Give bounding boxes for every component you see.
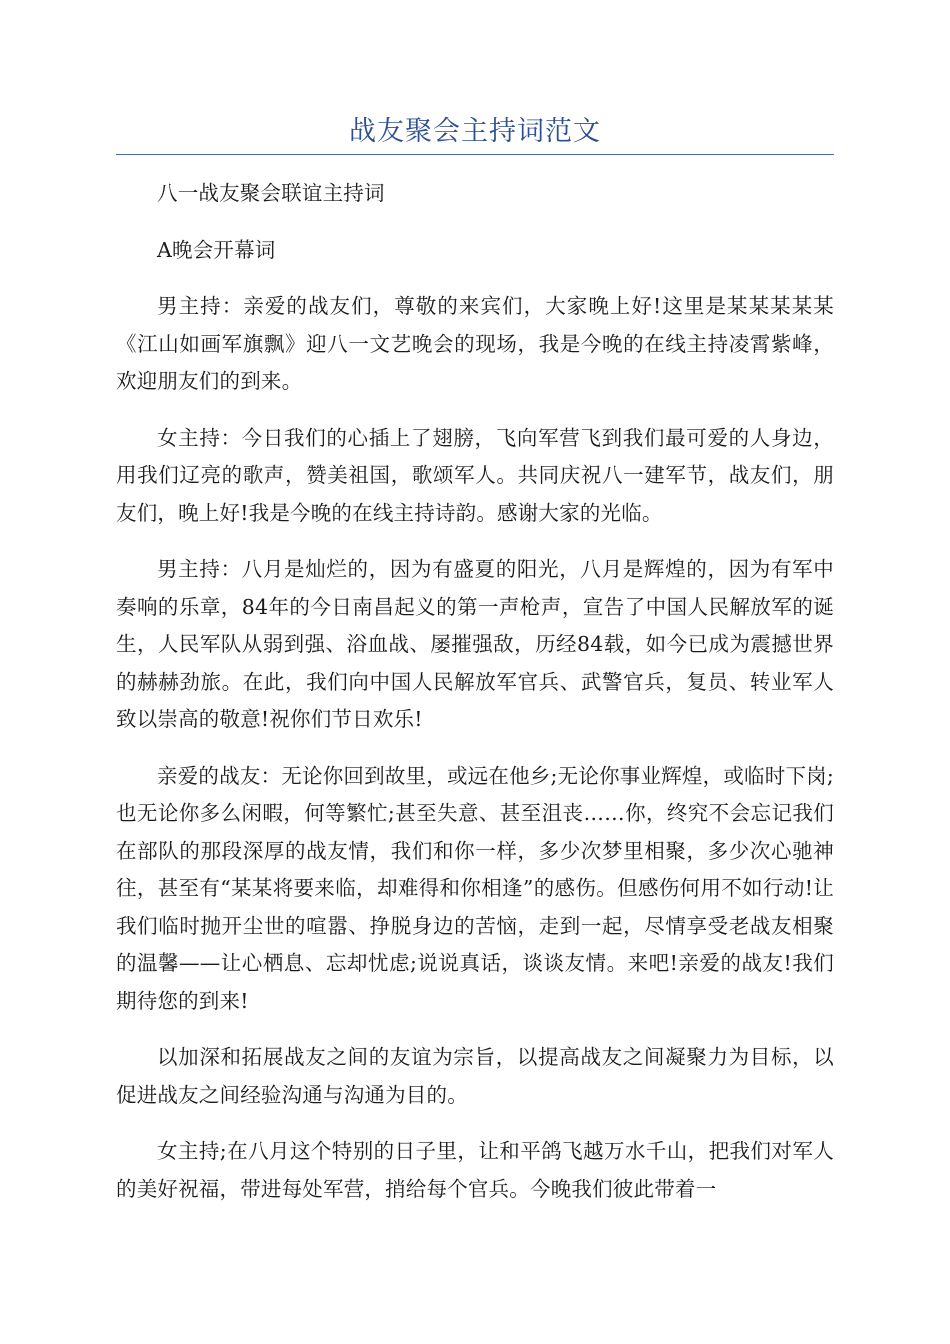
document-title: 战友聚会主持词范文 bbox=[349, 116, 601, 147]
document-body bbox=[116, 175, 834, 1227]
paragraph: 亲爱的战友：无论你回到故里，或远在他乡;无论你事业辉煌，或临时下岗;也无论你多么闲暇，何等繁忙;甚至失意、甚至沮丧……你，终究不会忘记我们在部队的那段深厚的战友情，我们和你一样，多少次梦里相聚，多少次心驰神往，甚至有“某某将要来临，却难得和你相逢”的感伤。但感伤何用不如行动!让我们临时抛开尘世的喧嚣、挣脱身边的苦恼，走到一起，尽情享受老战友相聚的温馨——让心栖息、忘却忧虑;说说真话，谈谈友情。来吧!亲爱的战友!我们期待您的到来! bbox=[116, 763, 834, 1013]
paragraph: 以加深和拓展战友之间的友谊为宗旨，以提高战友之间凝聚力为目标，以促进战友之间经验沟通与沟通为目的。 bbox=[116, 1045, 834, 1107]
paragraph: 女主持：今日我们的心插上了翅膀，飞向军营飞到我们最可爱的人身边，用我们辽亮的歌声，赞美祖国，歌颂军人。共同庆祝八一建军节，战友们，朋友们，晚上好!我是今晚的在线主持诗韵。感谢大家的光临。 bbox=[116, 425, 834, 525]
paragraph: 女主持;在八月这个特别的日子里，让和平鸽飞越万水千山，把我们对军人的美好祝福，带进每处军营，捎给每个官兵。今晚我们彼此带着一 bbox=[116, 1139, 834, 1201]
paragraph: 男主持：八月是灿烂的，因为有盛夏的阳光，八月是辉煌的，因为有军中奏响的乐章，84年的今日南昌起义的第一声枪声，宣告了中国人民解放军的诞生，人民军队从弱到强、浴血战、屡摧强敌，历经84载，如今已成为震撼世界的赫赫劲旅。在此，我们向中国人民解放军官兵、武警官兵，复员、转业军人致以崇高的敬意!祝你们节日欢乐! bbox=[116, 557, 834, 731]
paragraph-section-heading: A晚会开幕词 bbox=[157, 237, 276, 262]
paragraph: 男主持：亲爱的战友们，尊敬的来宾们，大家晚上好!这里是某某某某某《江山如画军旗飘》迎八一文艺晚会的现场，我是今晚的在线主持凌霄紫峰，欢迎朋友们的到来。 bbox=[116, 294, 834, 393]
paragraph-subtitle: 八一战友聚会联谊主持词 bbox=[157, 181, 385, 205]
title-underline bbox=[116, 154, 834, 155]
